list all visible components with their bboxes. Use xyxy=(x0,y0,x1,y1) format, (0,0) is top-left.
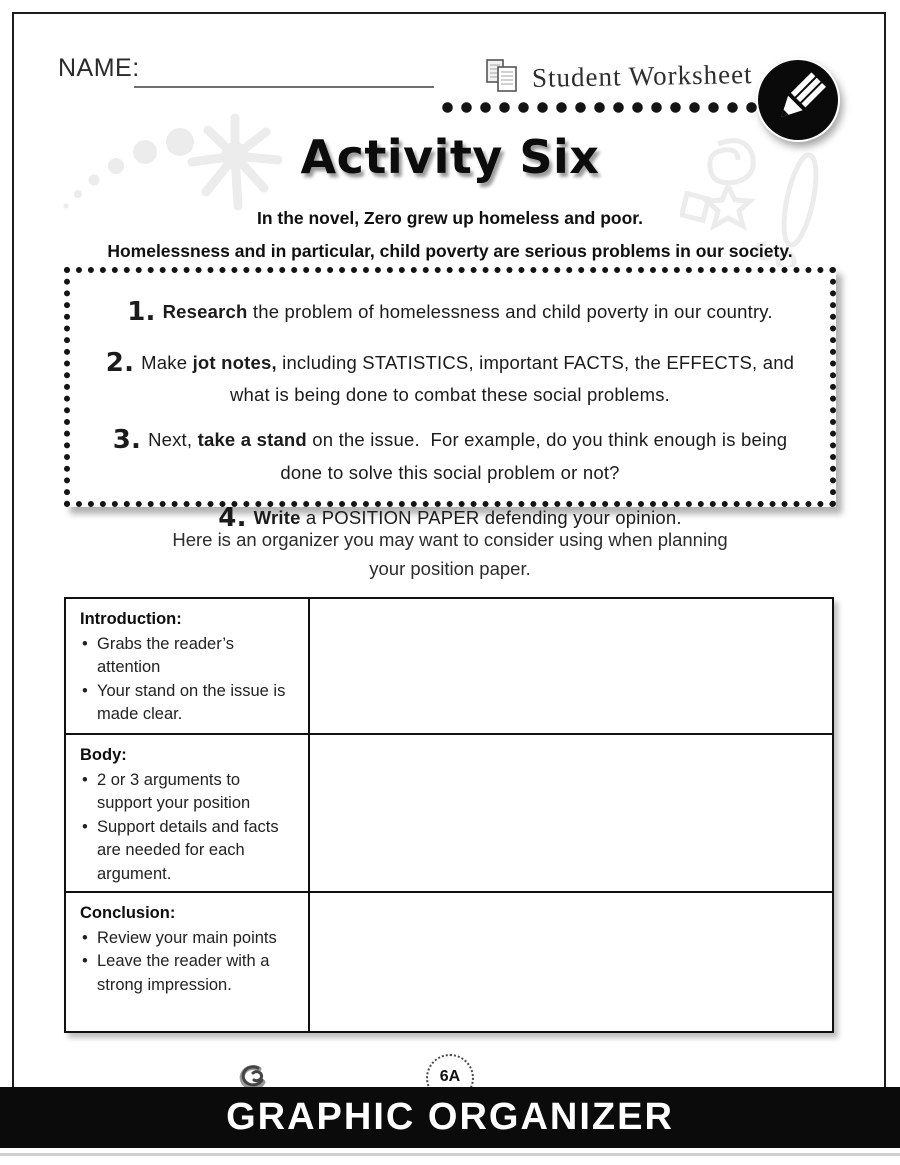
organizer-hint xyxy=(0,526,900,583)
instruction-item-2 xyxy=(98,345,802,410)
organizer-row-heading: Conclusion: xyxy=(80,904,176,922)
organizer-write-cell-introduction[interactable] xyxy=(308,599,832,733)
instruction-number: 3. xyxy=(112,425,142,456)
instruction-number: 1. xyxy=(127,297,156,327)
name-blank-line[interactable] xyxy=(134,86,434,88)
instruction-text: Make xyxy=(141,351,193,373)
instruction-number: 2. xyxy=(105,347,135,378)
organizer-bullet: • 2 or 3 arguments to support your position xyxy=(80,769,298,816)
dotted-divider xyxy=(438,102,760,114)
intro-text xyxy=(0,202,900,269)
graphic-organizer-table xyxy=(64,597,834,1033)
footer-banner xyxy=(0,1087,900,1148)
student-worksheet-badge xyxy=(484,58,753,94)
organizer-label-cell-body xyxy=(66,733,308,891)
instruction-text: the problem of homelessness and child poverty in our country. xyxy=(247,301,773,322)
organizer-bullet: • Leave the reader with a strong impression. xyxy=(80,950,298,997)
instruction-item-3 xyxy=(98,422,802,487)
page-number-tab: 6A xyxy=(426,1054,474,1102)
organizer-label-cell-conclusion xyxy=(66,891,308,1031)
organizer-write-cell-conclusion[interactable] xyxy=(308,891,832,1031)
worksheet-badge-label: Student Worksheet xyxy=(531,58,753,93)
organizer-row-heading: Introduction: xyxy=(80,610,182,628)
instruction-number: 4. xyxy=(218,502,247,533)
instruction-bold-text: Research xyxy=(162,301,248,322)
organizer-row-heading: Body: xyxy=(80,746,127,764)
organizer-hint-line-1: Here is an organizer you may want to consider using when planning xyxy=(172,529,728,550)
name-label: NAME: xyxy=(58,54,140,82)
organizer-bullet-list xyxy=(80,927,298,997)
instruction-text: on the issue. For example, do you think enough is being done to solve this social problem or not? xyxy=(280,429,788,483)
instruction-text: including STATISTICS, important FACTS, the EFFECTS, and what is being done to combat these social problems. xyxy=(229,351,795,406)
instruction-text: a POSITION PAPER defending your opinion. xyxy=(300,506,682,528)
instruction-item-1 xyxy=(98,294,802,332)
page-title: Activity Six xyxy=(300,130,600,184)
organizer-bullet-list xyxy=(80,769,298,886)
instruction-text: Next, xyxy=(148,429,198,451)
organizer-bullet: • Grabs the reader’s attention xyxy=(80,633,298,680)
footer-banner-label: GRAPHIC ORGANIZER xyxy=(226,1096,674,1138)
organizer-bullet: • Support details and facts are needed for each argument. xyxy=(80,816,298,886)
organizer-bullet: • Your stand on the issue is made clear. xyxy=(80,680,298,727)
organizer-label-cell-introduction xyxy=(66,599,308,733)
instruction-bold-text: take a stand xyxy=(197,429,307,451)
instructions-box xyxy=(64,267,836,533)
instruction-bold-text: Write xyxy=(253,506,301,528)
intro-line-1: In the novel, Zero grew up homeless and poor. xyxy=(256,208,644,228)
instruction-bold-text: jot notes, xyxy=(192,351,277,373)
intro-line-2: Homelessness and in particular, child poverty are serious problems in our society. xyxy=(107,241,793,262)
organizer-bullet: • Review your main points xyxy=(80,927,298,950)
banner-underline xyxy=(0,1153,900,1156)
organizer-hint-line-2: your position paper. xyxy=(369,557,531,579)
organizer-write-cell-body[interactable] xyxy=(308,733,832,891)
organizer-bullet-list xyxy=(80,633,298,727)
document-pages-icon xyxy=(484,58,524,94)
